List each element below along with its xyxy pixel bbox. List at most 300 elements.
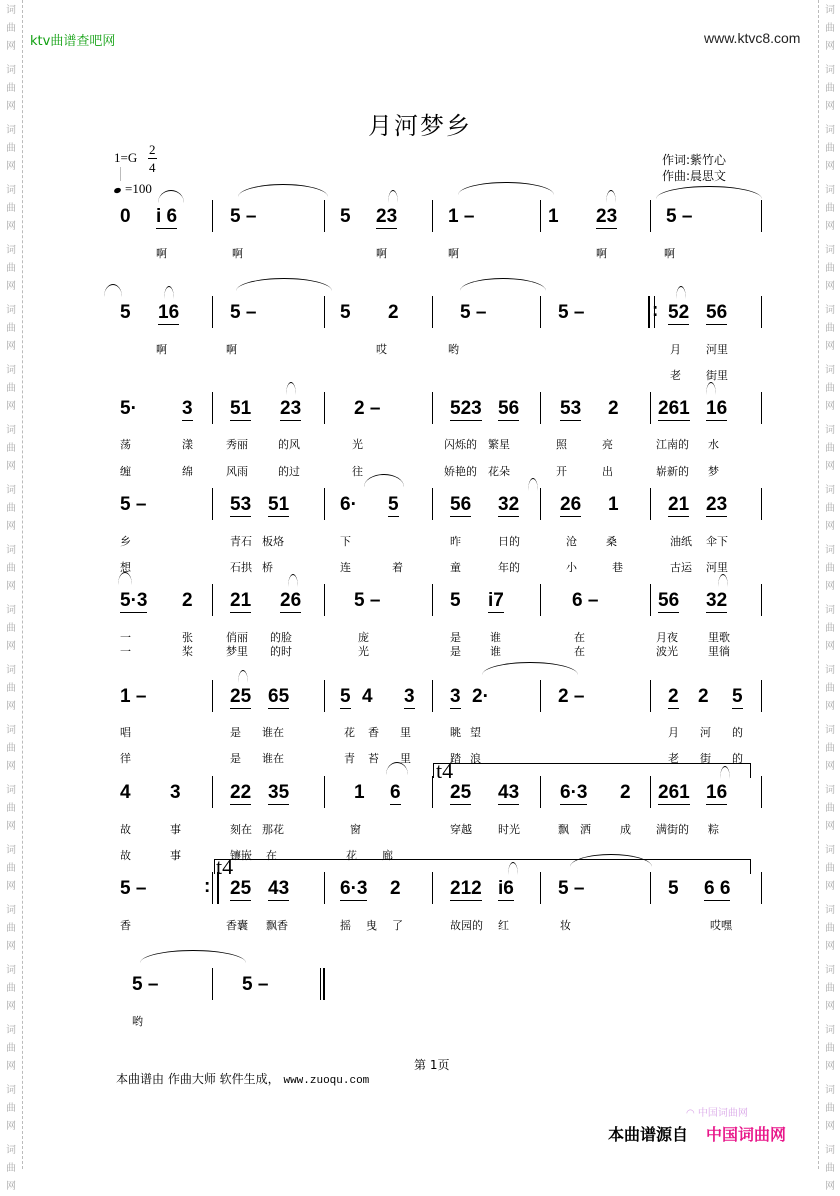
source-label: 本曲谱源自 <box>608 1125 689 1144</box>
lyric: 粽 <box>708 823 719 836</box>
lyric: 乡 <box>120 535 131 548</box>
lyric: 满街的 <box>656 823 689 836</box>
watermark-char: 词 <box>6 425 16 436</box>
lyric: 漾 <box>182 438 193 451</box>
lyric: 石拱 <box>230 561 252 574</box>
watermark-char: 曲 <box>6 383 16 394</box>
final-barline <box>320 968 325 1000</box>
lyric: 啊 <box>232 247 243 260</box>
slur <box>606 190 616 203</box>
composer: 作曲:晨思文 <box>662 169 727 183</box>
watermark-char: 网 <box>825 821 835 832</box>
barline <box>324 296 325 328</box>
lyric: 闪烁的 <box>444 438 477 451</box>
watermark-char: 词 <box>6 365 16 376</box>
watermark-char: 网 <box>825 521 835 532</box>
lyric: 曳 <box>366 919 377 932</box>
watermark-char: 曲 <box>825 143 835 154</box>
lyric: 镶嵌 <box>230 849 252 862</box>
lyric: 街里 <box>706 369 728 382</box>
note: 5 <box>732 686 743 707</box>
lyric: 唱 <box>120 726 131 739</box>
lyric: 里 <box>400 726 411 739</box>
barline <box>761 776 762 808</box>
watermark-char: 词 <box>825 1145 835 1156</box>
note: 43 <box>268 878 290 899</box>
lyric: 谁 <box>490 631 501 644</box>
right-margin-watermark <box>818 0 840 1192</box>
note: 21 <box>230 590 252 611</box>
note: 5 – <box>132 974 159 995</box>
note: 51 <box>230 398 252 419</box>
note: 23 <box>596 206 618 227</box>
note: 5 <box>120 302 131 323</box>
lyric: 一 <box>120 631 131 644</box>
lyric: 故 <box>120 823 131 836</box>
lyric: 花 <box>346 849 357 862</box>
lyric: 桨 <box>182 645 193 658</box>
tempo-marking <box>114 181 152 197</box>
watermark-char: 网 <box>825 41 835 52</box>
lyric: 青石 <box>230 535 252 548</box>
lyric: 光 <box>358 645 369 658</box>
note: 16 <box>706 782 728 803</box>
watermark-char: 网 <box>6 161 16 172</box>
source-credit <box>608 1122 786 1145</box>
watermark-char: 网 <box>825 1061 835 1072</box>
lyric: 在 <box>574 631 585 644</box>
note: 52 <box>668 302 690 323</box>
repeat-end-barline <box>212 872 219 904</box>
lyric: 一 <box>120 645 131 658</box>
watermark-char: 网 <box>6 701 16 712</box>
generator-url: www.zuoqu.com <box>283 1075 370 1087</box>
watermark-char: 词 <box>6 545 16 556</box>
lyric: 啊 <box>448 247 459 260</box>
barline <box>650 776 651 808</box>
lyric: 刻在 <box>230 823 252 836</box>
watermark-char: 词 <box>6 1085 16 1096</box>
note: 16 <box>158 302 180 323</box>
note: 5 <box>388 494 399 515</box>
lyric: 红 <box>498 919 509 932</box>
note: 5 – <box>230 302 257 323</box>
note: 51 <box>268 494 290 515</box>
credits <box>662 152 726 184</box>
note: 6 – <box>572 590 599 611</box>
watermark-char: 词 <box>825 245 835 256</box>
lyric: 苔 <box>368 752 379 765</box>
lyric: 庞 <box>358 631 369 644</box>
slur <box>570 854 652 867</box>
watermark-char: 网 <box>825 461 835 472</box>
watermark-char: 网 <box>6 881 16 892</box>
lyric: 桥 <box>262 561 273 574</box>
watermark-char: 词 <box>6 605 16 616</box>
note: 1 <box>548 206 559 227</box>
watermark-char: 曲 <box>825 683 835 694</box>
song-title: 月河梦乡 <box>368 112 472 140</box>
lyric: 廊 <box>382 849 393 862</box>
watermark-char: 曲 <box>825 743 835 754</box>
note: 212 <box>450 878 482 899</box>
watermark-char: 曲 <box>825 323 835 334</box>
note: 5 <box>340 302 351 323</box>
score-row-8 <box>108 872 762 912</box>
quarter-note-icon <box>113 187 121 194</box>
lyric: 啊 <box>376 247 387 260</box>
barline <box>540 296 541 328</box>
watermark-char: 网 <box>6 821 16 832</box>
time-numerator: 2 <box>149 142 156 157</box>
note: 26 <box>560 494 582 515</box>
note: 6·3 <box>560 782 588 803</box>
barline <box>212 680 213 712</box>
watermark-char: 曲 <box>825 923 835 934</box>
barline <box>324 680 325 712</box>
note: 5 <box>668 878 679 899</box>
lyric: 波光 <box>656 645 678 658</box>
note: 2 – <box>558 686 585 707</box>
watermark-char: 曲 <box>6 1103 16 1114</box>
watermark-char: 曲 <box>6 1043 16 1054</box>
note: 23 <box>280 398 302 419</box>
barline <box>761 200 762 232</box>
note: 1 – <box>120 686 147 707</box>
note: 32 <box>498 494 520 515</box>
slur <box>388 190 398 203</box>
lyric: 香 <box>120 919 131 932</box>
note: 6 6 <box>704 878 731 899</box>
lyric: 水 <box>708 438 719 451</box>
lyric: 那花 <box>262 823 284 836</box>
note: 25 <box>230 878 252 899</box>
watermark-char: 曲 <box>825 1163 835 1174</box>
quarter-note-stem <box>120 167 121 181</box>
watermark-char: 词 <box>6 1025 16 1036</box>
slur <box>364 474 404 487</box>
lyric: 古运 <box>670 561 692 574</box>
lyric: 日的 <box>498 535 520 548</box>
barline <box>432 584 433 616</box>
watermark-char: 网 <box>825 701 835 712</box>
barline <box>761 680 762 712</box>
watermark-char: 网 <box>825 1181 835 1192</box>
tempo-value: =100 <box>125 181 152 196</box>
time-signature <box>148 141 157 176</box>
lyric: 下 <box>340 535 351 548</box>
score-row-9 <box>108 968 762 1008</box>
watermark-char: 曲 <box>6 203 16 214</box>
note: 5· <box>120 398 137 419</box>
time-denominator: 4 <box>149 160 156 175</box>
barline <box>432 872 433 904</box>
barline <box>324 392 325 424</box>
lyric: 飘香 <box>266 919 288 932</box>
watermark-char: 网 <box>6 761 16 772</box>
note: 2 <box>608 398 619 419</box>
watermark-char: 网 <box>6 401 16 412</box>
watermark-char: 曲 <box>6 683 16 694</box>
note: 5 – <box>230 206 257 227</box>
lyric: 时光 <box>498 823 520 836</box>
volta-ending-1: t4 <box>436 758 454 783</box>
lyric: 的 <box>732 752 743 765</box>
barline <box>212 392 213 424</box>
note: 2· <box>472 686 489 707</box>
watermark-char: 曲 <box>6 623 16 634</box>
watermark-char: 网 <box>825 761 835 772</box>
lyric: 月 <box>668 726 679 739</box>
lyric: 谁在 <box>262 726 284 739</box>
barline <box>540 392 541 424</box>
barline <box>540 680 541 712</box>
watermark-char: 词 <box>825 605 835 616</box>
lyric: 光 <box>352 438 363 451</box>
lyric: 河里 <box>706 561 728 574</box>
watermark-char: 曲 <box>825 443 835 454</box>
lyric: 飘 <box>558 823 569 836</box>
note: 32 <box>706 590 728 611</box>
watermark-char: 词 <box>825 185 835 196</box>
barline <box>432 200 433 232</box>
score-row-3 <box>108 392 762 432</box>
watermark-char: 网 <box>6 101 16 112</box>
barline <box>432 776 433 808</box>
lyric: 梦里 <box>226 645 248 658</box>
lyric: 花 <box>344 726 355 739</box>
watermark-char: 曲 <box>825 203 835 214</box>
watermark-char: 网 <box>825 581 835 592</box>
lyric: 哟 <box>132 1015 143 1028</box>
note: 261 <box>658 398 690 419</box>
barline <box>212 296 213 328</box>
watermark-char: 网 <box>6 341 16 352</box>
lyric: 哎嘿 <box>710 919 732 932</box>
lyric: 老 <box>668 752 679 765</box>
watermark-char: 网 <box>825 641 835 652</box>
watermark-char: 曲 <box>6 923 16 934</box>
note: 3 <box>404 686 415 707</box>
lyric: 徉 <box>120 752 131 765</box>
lyric: 哟 <box>448 343 459 356</box>
source-brand-link[interactable]: 中国词曲网 <box>706 1125 787 1144</box>
lyric: 的脸 <box>270 631 292 644</box>
lyric: 啊 <box>596 247 607 260</box>
repeat-dots: : <box>204 876 211 897</box>
watermark-char: 词 <box>6 5 16 16</box>
generator-credit <box>116 1070 369 1087</box>
watermark-char: 曲 <box>6 563 16 574</box>
watermark-char: 曲 <box>825 623 835 634</box>
barline <box>650 488 651 520</box>
lyric: 在 <box>574 645 585 658</box>
slur <box>656 186 762 199</box>
note: 53 <box>560 398 582 419</box>
note: 56 <box>450 494 472 515</box>
watermark-char: 曲 <box>825 1103 835 1114</box>
note: 56 <box>658 590 680 611</box>
note: 5 – <box>354 590 381 611</box>
watermark-char: 曲 <box>6 263 16 274</box>
slur <box>460 278 546 291</box>
barline <box>212 968 213 1000</box>
lyric: 着 <box>392 561 403 574</box>
barline <box>761 872 762 904</box>
watermark-char: 词 <box>825 665 835 676</box>
lyric: 沧 <box>566 535 577 548</box>
note: 0 <box>120 206 131 227</box>
slur <box>482 662 578 675</box>
slur <box>164 286 174 299</box>
note: 2 <box>388 302 399 323</box>
lyric: 妆 <box>560 919 571 932</box>
note: 2 <box>698 686 709 707</box>
watermark-char: 网 <box>825 401 835 412</box>
watermark-char: 曲 <box>6 323 16 334</box>
watermark-char: 网 <box>825 1001 835 1012</box>
lyric: 青 <box>344 752 355 765</box>
lyric: 梦 <box>708 465 719 478</box>
lyric: 小 <box>566 561 577 574</box>
note: 25 <box>450 782 472 803</box>
barline <box>761 296 762 328</box>
lyric: 啊 <box>156 247 167 260</box>
note: 5 – <box>120 878 147 899</box>
watermark-char: 曲 <box>6 443 16 454</box>
key-signature: 1=G <box>114 150 138 165</box>
lyric: 绵 <box>182 465 193 478</box>
lyric: 在 <box>266 849 277 862</box>
lyric: 踏 <box>450 752 461 765</box>
lyric: 啊 <box>156 343 167 356</box>
watermark-char: 曲 <box>6 983 16 994</box>
note: 25 <box>230 686 252 707</box>
slur <box>238 184 328 197</box>
lyric: 巷 <box>612 561 623 574</box>
barline <box>761 584 762 616</box>
watermark-char: 曲 <box>6 863 16 874</box>
generator-text: 本曲谱由 作曲大师 软件生成， <box>116 1072 280 1086</box>
lyric: 板烙 <box>262 535 284 548</box>
watermark-char: 词 <box>6 485 16 496</box>
lyric: 出 <box>602 465 613 478</box>
watermark-char: 词 <box>6 185 16 196</box>
lyric: 伞下 <box>706 535 728 548</box>
note: 3 <box>450 686 461 707</box>
watermark-char: 网 <box>6 941 16 952</box>
lyric: 童 <box>450 561 461 574</box>
lyric: 繁星 <box>488 438 510 451</box>
watermark-char: 词 <box>825 965 835 976</box>
barline <box>212 776 213 808</box>
slur <box>238 670 248 683</box>
note: 6 <box>390 782 401 803</box>
note: 523 <box>450 398 482 419</box>
note: 1 <box>608 494 619 515</box>
watermark-char: 网 <box>825 341 835 352</box>
note: 1 <box>354 782 365 803</box>
note: 5 – <box>460 302 487 323</box>
header-site-url: www.ktvc8.com <box>704 30 801 46</box>
note: 2 – <box>354 398 381 419</box>
note: 6·3 <box>340 878 368 899</box>
note: 43 <box>498 782 520 803</box>
barline <box>761 488 762 520</box>
lyric: 的时 <box>270 645 292 658</box>
watermark-char: 词 <box>6 965 16 976</box>
watermark-char: 网 <box>825 941 835 952</box>
lyric: 啊 <box>226 343 237 356</box>
watermark-char: 词 <box>825 905 835 916</box>
watermark-char: 词 <box>825 5 835 16</box>
note: 35 <box>268 782 290 803</box>
barline <box>432 680 433 712</box>
note: 5 – <box>558 302 585 323</box>
lyric: 啊 <box>664 247 675 260</box>
lyric: 成 <box>620 823 631 836</box>
lyric: 事 <box>170 849 181 862</box>
watermark-char: 曲 <box>825 83 835 94</box>
watermark-char: 网 <box>6 461 16 472</box>
watermark-char: 词 <box>825 545 835 556</box>
watermark-char: 曲 <box>825 1043 835 1054</box>
watermark-char: 词 <box>6 65 16 76</box>
lyric: 月 <box>670 343 681 356</box>
barline <box>650 680 651 712</box>
lyric: 故园的 <box>450 919 483 932</box>
watermark-char: 词 <box>825 305 835 316</box>
watermark-char: 网 <box>6 641 16 652</box>
note: 53 <box>230 494 252 515</box>
watermark-char: 曲 <box>6 1163 16 1174</box>
watermark-char: 网 <box>6 281 16 292</box>
note: 56 <box>706 302 728 323</box>
watermark-char: 网 <box>6 1181 16 1192</box>
barline <box>432 488 433 520</box>
lyric: 往 <box>352 465 363 478</box>
lyric: 是 <box>230 726 241 739</box>
lyric: 街 <box>700 752 711 765</box>
watermark-char: 曲 <box>825 563 835 574</box>
lyric: 的过 <box>278 465 300 478</box>
watermark-char: 网 <box>6 1061 16 1072</box>
watermark-char: 词 <box>825 1025 835 1036</box>
lyric: 了 <box>392 919 403 932</box>
slur <box>158 190 184 203</box>
note: 26 <box>280 590 302 611</box>
note: 1 – <box>448 206 475 227</box>
barline <box>650 392 651 424</box>
slur <box>458 182 554 195</box>
note: 23 <box>376 206 398 227</box>
volta-ending-2: t4 <box>216 854 234 879</box>
lyric: 昨 <box>450 535 461 548</box>
watermark-char: 网 <box>825 1121 835 1132</box>
lyric: 风雨 <box>226 465 248 478</box>
note: 56 <box>498 398 520 419</box>
lyric: 俏丽 <box>226 631 248 644</box>
note: 2 <box>182 590 193 611</box>
slur <box>706 382 716 395</box>
watermark-char: 词 <box>825 785 835 796</box>
slur <box>286 382 296 395</box>
barline <box>212 200 213 232</box>
watermark-char: 词 <box>6 305 16 316</box>
watermark-char: 网 <box>825 161 835 172</box>
watermark-char: 网 <box>825 101 835 112</box>
barline <box>650 872 651 904</box>
